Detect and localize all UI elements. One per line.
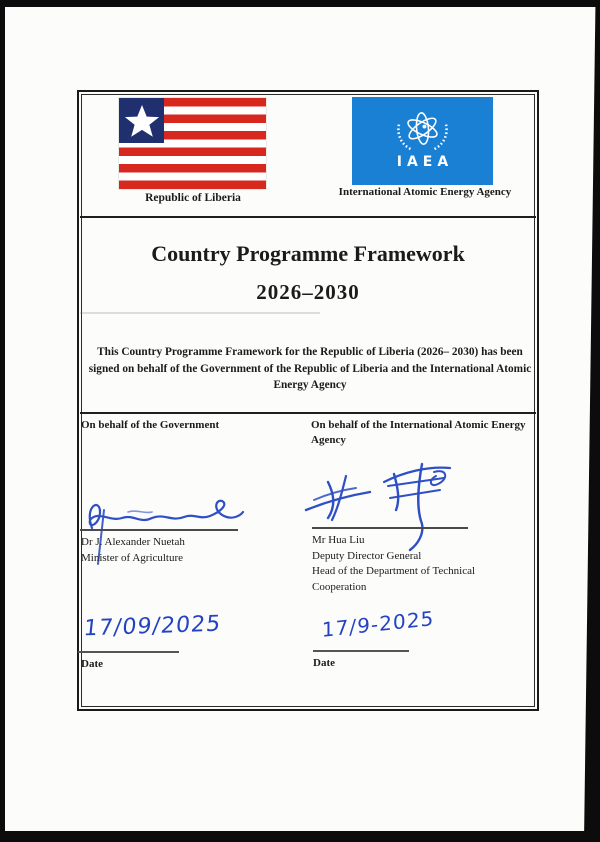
scan-artifact-line — [80, 312, 320, 314]
iaea-logo-block — [352, 97, 493, 185]
liberia-flag — [119, 98, 266, 189]
right-date-line — [313, 650, 409, 652]
left-signature-line — [80, 529, 238, 531]
right-signatory-heading: On behalf of the International Atomic Energy Agency — [311, 419, 526, 446]
right-signatory-name: Mr Hua Liu — [312, 534, 365, 546]
scan-edge-top — [0, 0, 600, 7]
left-signatory-name: Dr J. Alexander Nuetah — [81, 536, 185, 548]
right-date-label: Date — [313, 657, 335, 669]
iaea-logo-text: IAEA — [396, 154, 454, 170]
right-date-handwritten: 17/9-2025 — [321, 606, 435, 642]
signing-statement: This Country Programme Framework for the Republic of Liberia (2026– 2030) has been signed on behalf of the Government of the Republic of Liberia and the International Atomic Energy Agency — [88, 346, 532, 391]
header-divider-rule — [80, 216, 536, 218]
document-title: Country Programme Framework — [151, 241, 465, 266]
left-signatory-role: Minister of Agriculture — [81, 551, 184, 564]
scan-edge-left — [0, 0, 5, 842]
liberia-flag-canton — [119, 98, 164, 143]
right-signature-line — [312, 527, 468, 529]
scan-edge-right — [584, 0, 600, 842]
iaea-caption: International Atomic Energy Agency — [338, 186, 512, 198]
scan-edge-bottom — [0, 831, 600, 842]
statement-divider-rule — [80, 412, 536, 414]
right-signatory-role-1: Deputy Director General — [312, 549, 422, 562]
left-date-handwritten: 17/09/2025 — [82, 611, 223, 642]
right-signatory-role-2: Head of the Department of Technical Cooperation — [312, 565, 476, 593]
laurel-wreath-icon — [398, 125, 446, 150]
liberia-caption: Republic of Liberia — [145, 192, 241, 204]
star-icon — [123, 102, 161, 140]
left-signatory-heading: On behalf of the Government — [81, 419, 220, 431]
left-date-line — [78, 651, 179, 653]
document-title-years: 2026–2030 — [256, 280, 360, 304]
left-date-label: Date — [81, 658, 103, 670]
iaea-atom-icon — [395, 101, 450, 156]
